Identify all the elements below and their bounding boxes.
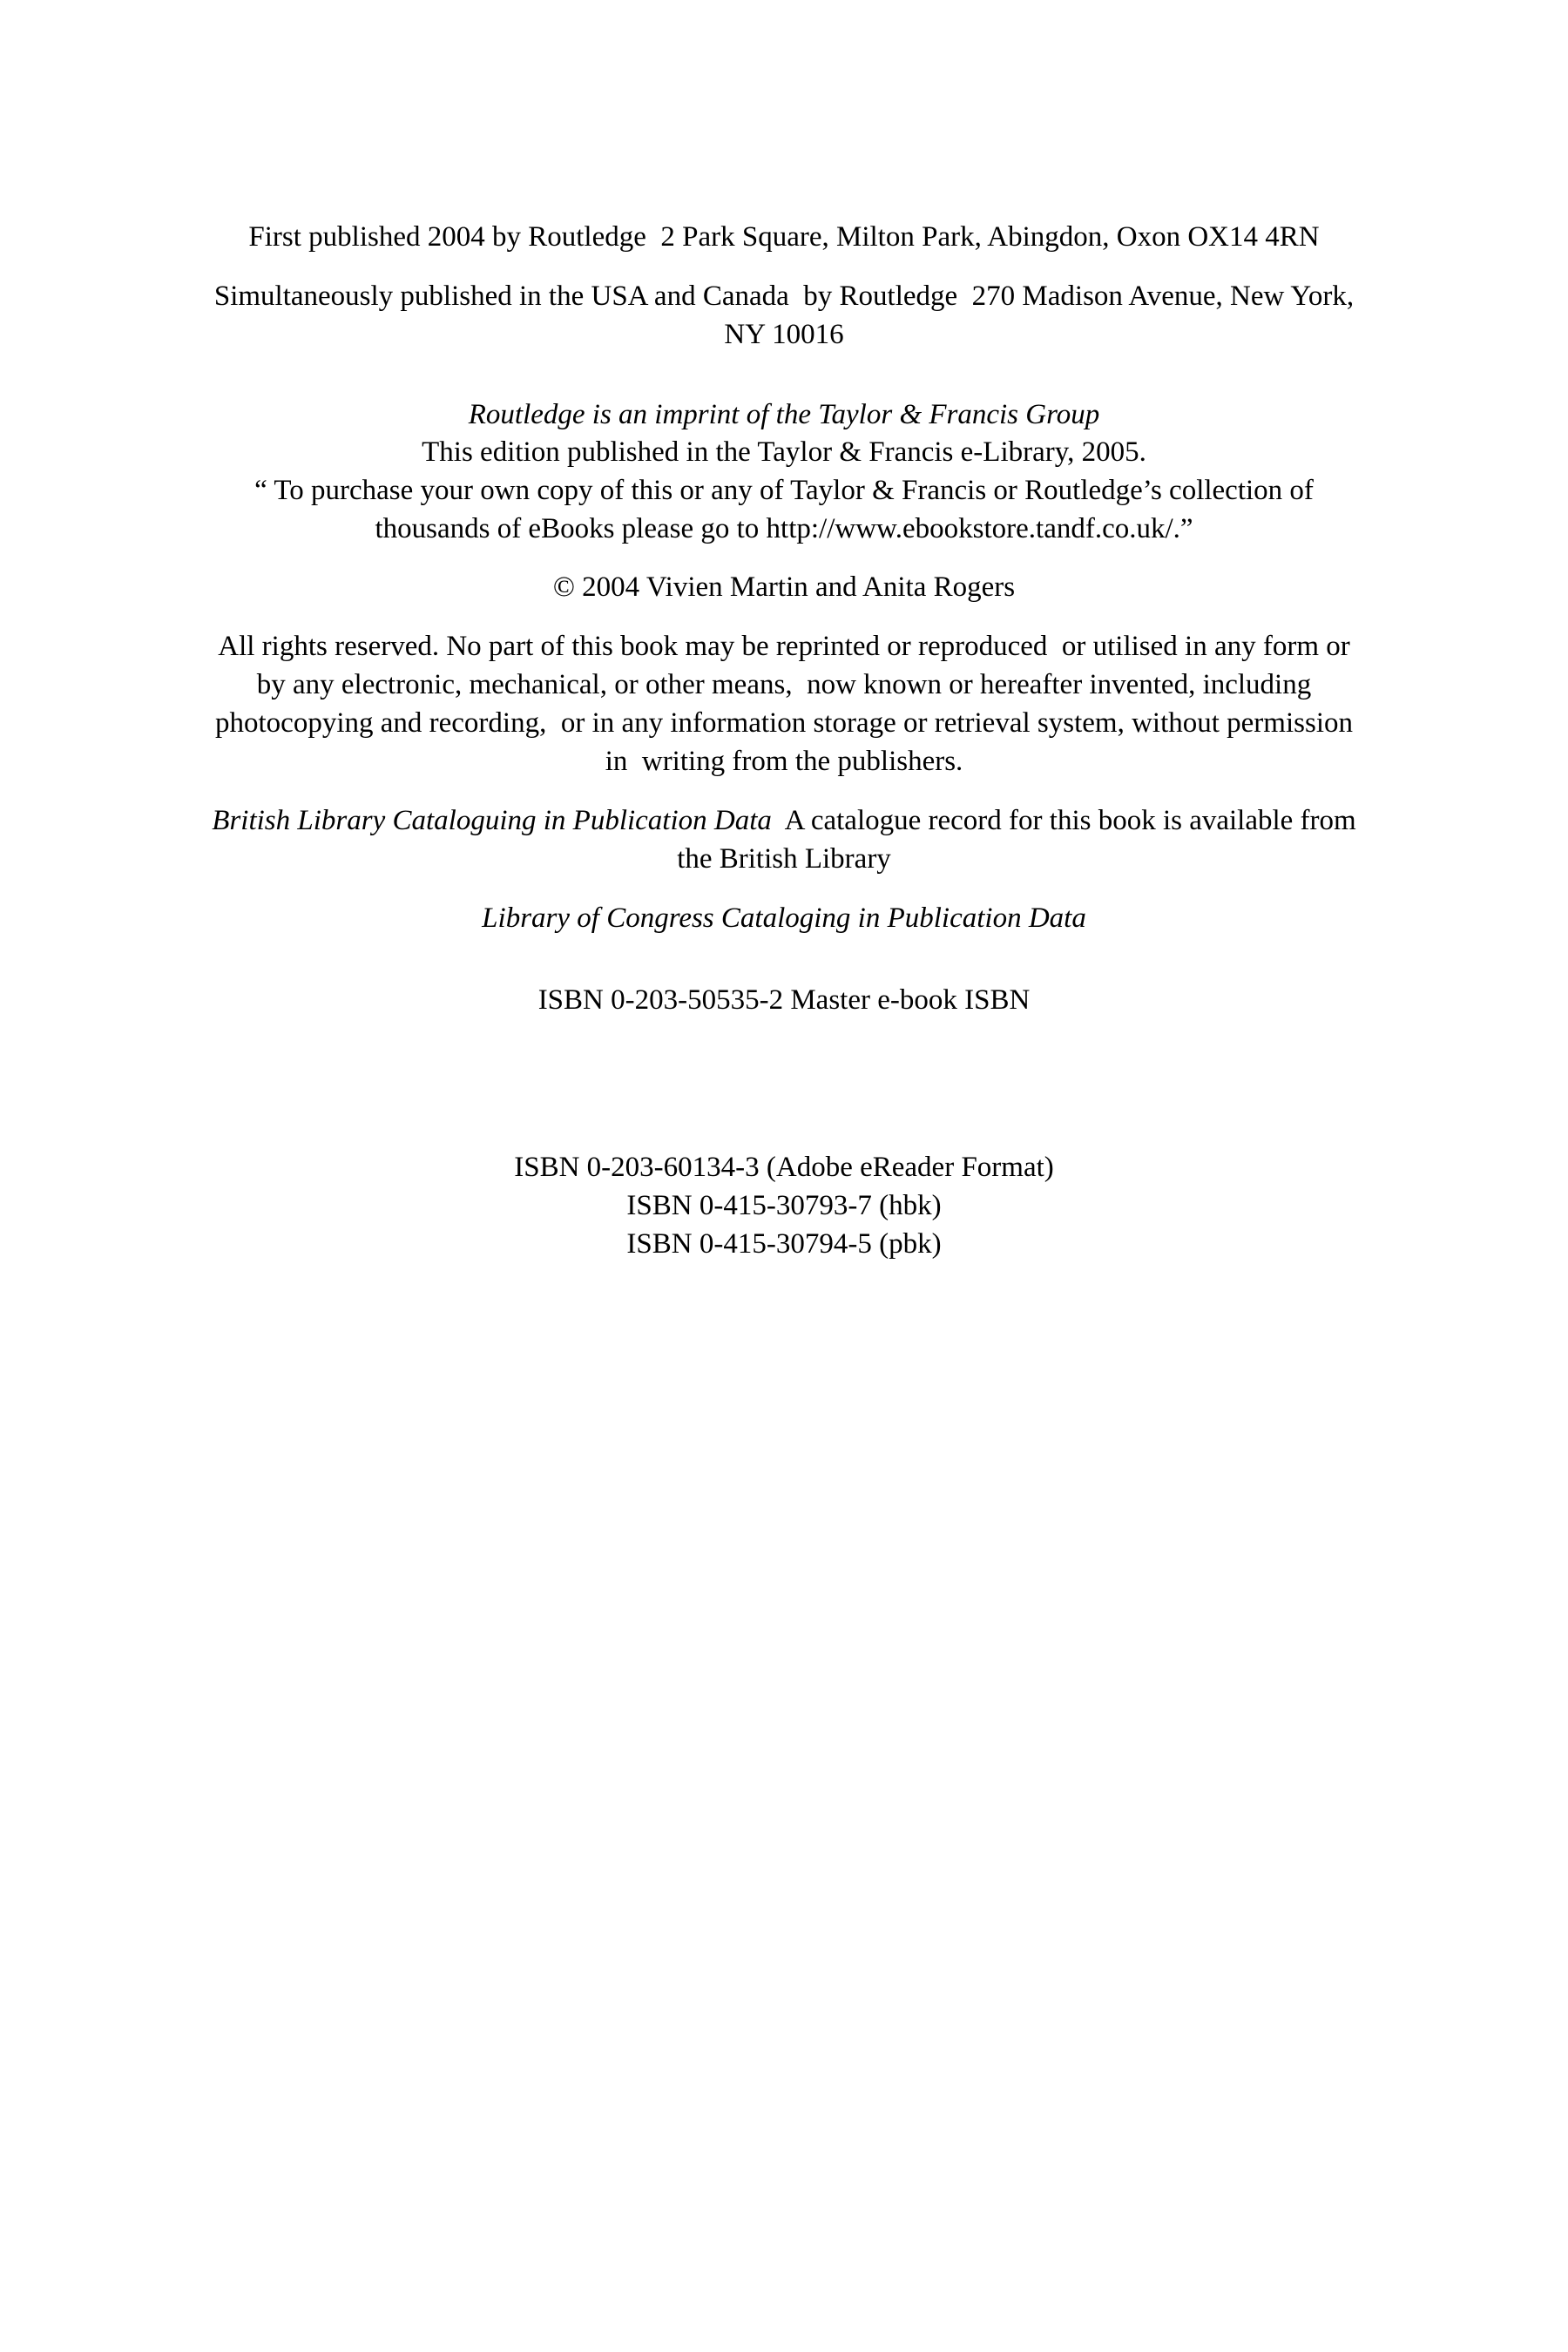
purchase-note-line-2: thousands of eBooks please go to http://www.ebookstore.tandf.co.uk/.” xyxy=(375,513,1193,544)
copyright-notice: © 2004 Vivien Martin and Anita Rogers xyxy=(552,571,1016,603)
rights-statement-line-2: by any electronic, mechanical, or other means, now known or hereafter invented, including xyxy=(256,669,1312,700)
simultaneous-publication-line-2: NY 10016 xyxy=(724,319,844,350)
isbn-master-ebook: ISBN 0-203-50535-2 Master e-book ISBN xyxy=(537,984,1031,1016)
isbn-adobe-ereader: ISBN 0-203-60134-3 (Adobe eReader Format) xyxy=(514,1152,1054,1183)
isbn-hardback: ISBN 0-415-30793-7 (hbk) xyxy=(626,1190,942,1221)
rights-statement-line-4: in writing from the publishers. xyxy=(605,746,963,777)
british-library-line-2: the British Library xyxy=(677,843,891,875)
british-library-text: A catalogue record for this book is available from xyxy=(771,805,1356,836)
british-library-heading: British Library Cataloguing in Publication Data xyxy=(212,805,772,836)
rights-statement-line-1: All rights reserved. No part of this book may be reprinted or reproduced or utilised in any form or xyxy=(218,631,1350,662)
simultaneous-publication-line-1: Simultaneously published in the USA and Canada by Routledge 270 Madison Avenue, New York, xyxy=(213,280,1355,312)
british-library-line-1 xyxy=(0,801,1568,840)
purchase-note-line-1: “ To purchase your own copy of this or any of Taylor & Francis or Routledge’s collection of xyxy=(254,475,1314,506)
imprint-statement: Routledge is an imprint of the Taylor & Francis Group xyxy=(468,399,1100,430)
isbn-paperback: ISBN 0-415-30794-5 (pbk) xyxy=(626,1228,942,1260)
rights-statement-line-3: photocopying and recording, or in any information storage or retrieval system, without permission xyxy=(215,707,1353,739)
edition-statement: This edition published in the Taylor & Francis e-Library, 2005. xyxy=(422,436,1146,468)
first-published-line: First published 2004 by Routledge 2 Park Square, Milton Park, Abingdon, Oxon OX14 4RN xyxy=(248,221,1320,253)
library-of-congress-heading: Library of Congress Cataloging in Publication Data xyxy=(482,902,1086,934)
